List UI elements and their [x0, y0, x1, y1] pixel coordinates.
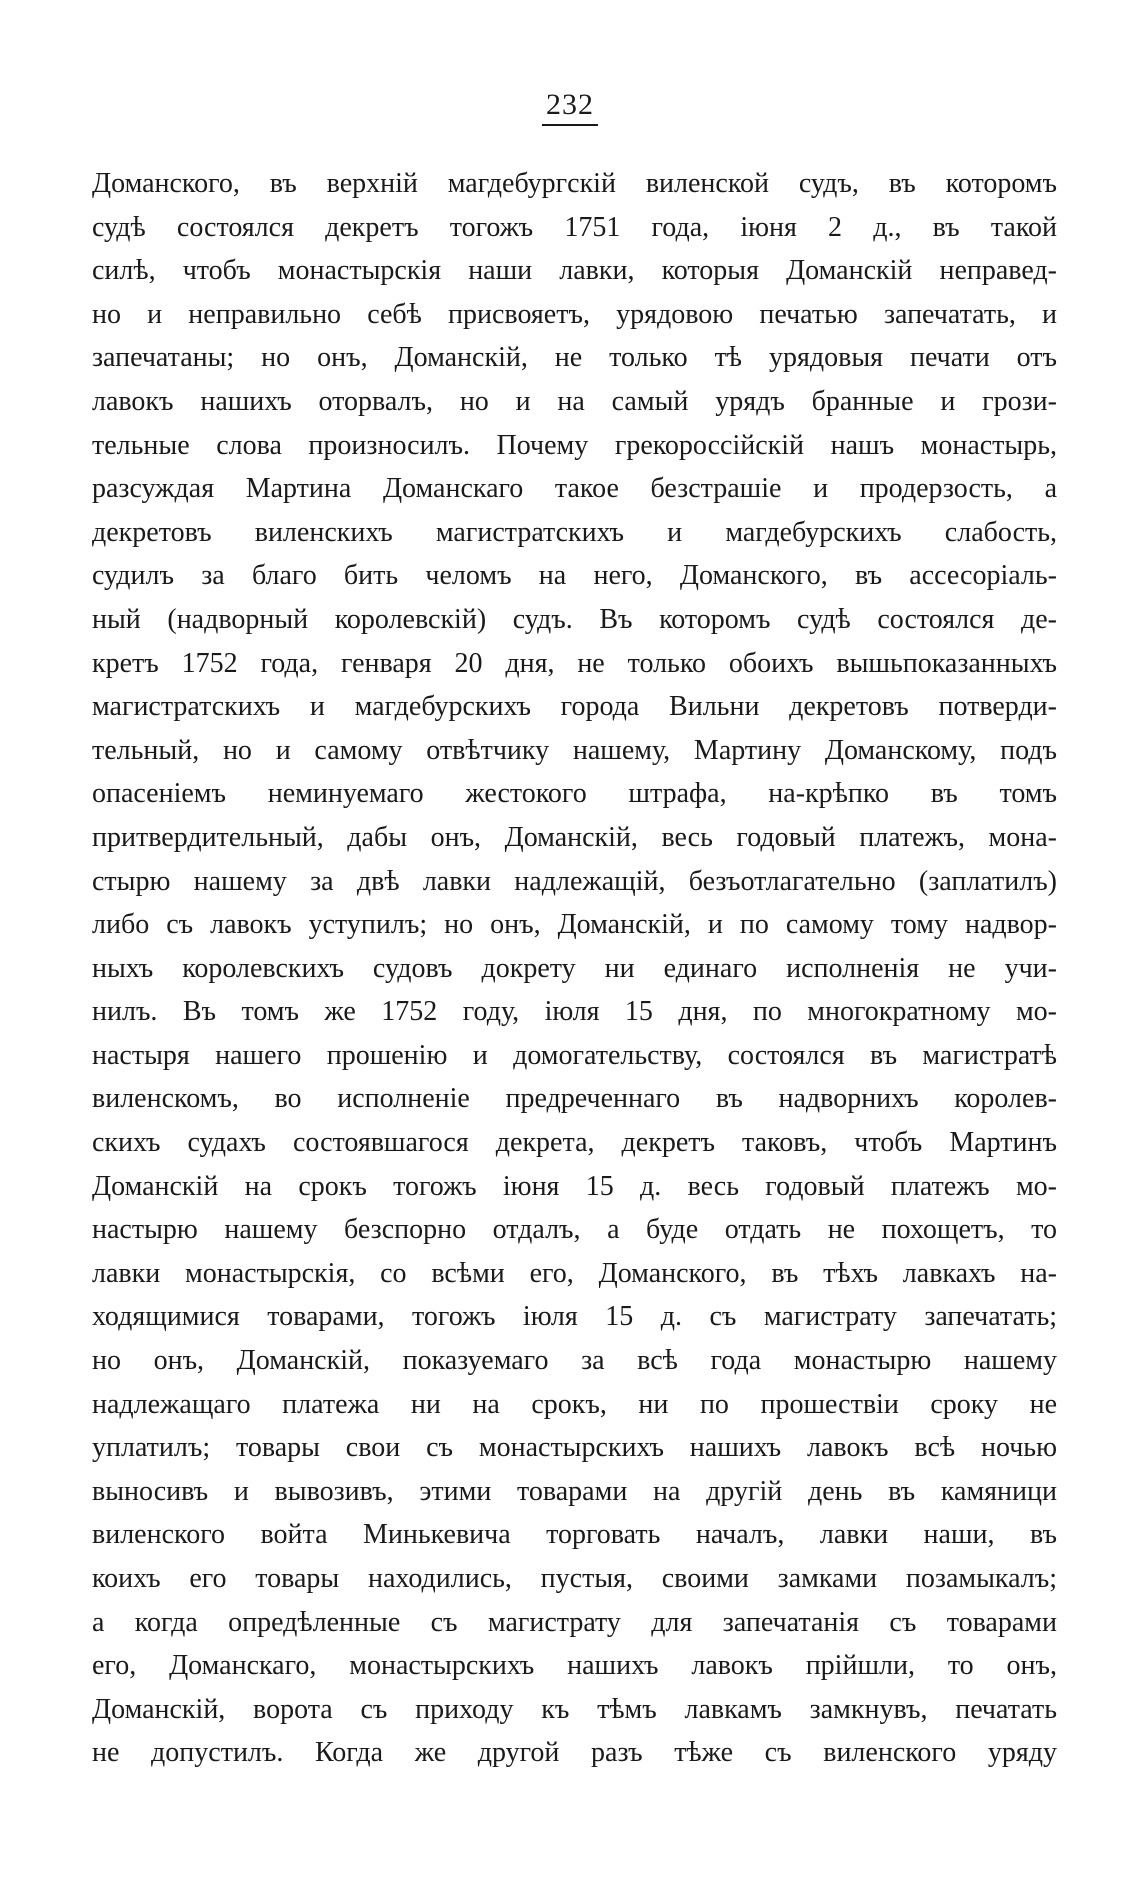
text-line: запечатаны; но онъ, Доманскій, не только тѣ урядовыя печати отъ: [92, 342, 1057, 374]
text-line: Доманскій на срокъ тогожъ іюня 15 д. весь годовый платежъ мо-: [92, 1170, 1057, 1202]
text-line: тельные слова произносилъ. Почему грекороссійскій нашъ монастырь,: [92, 429, 1057, 461]
text-line: разсуждая Мартина Доманскаго такое безстрашіе и продерзость, а: [92, 473, 1057, 505]
text-line: уплатилъ; товары свои съ монастырскихъ нашихъ лавокъ всѣ ночью: [92, 1432, 1057, 1464]
text-line: тельный, но и самому отвѣтчику нашему, Мартину Доманскому, подъ: [92, 734, 1057, 766]
text-line: либо съ лавокъ уступилъ; но онъ, Доманскій, и по самому тому надвор-: [92, 909, 1057, 941]
text-line: силѣ, чтобъ монастырскія наши лавки, которыя Доманскій неправед-: [92, 255, 1057, 287]
text-line: не допустилъ. Когда же другой разъ тѣже съ виленского уряду: [92, 1737, 1057, 1769]
text-line: судилъ за благо бить челомъ на него, Доманского, въ ассесоріаль-: [92, 560, 1057, 592]
text-line: ный (надворный королевскій) судъ. Въ которомъ судѣ состоялся де-: [92, 603, 1057, 635]
text-line: настырю нашему безспорно отдалъ, а буде отдать не похощетъ, то: [92, 1214, 1057, 1246]
text-line: судѣ состоялся декретъ тогожъ 1751 года, іюня 2 д., въ такой: [92, 211, 1057, 243]
text-line: коихъ его товары находились, пустыя, своими замками позамыкалъ;: [92, 1563, 1057, 1594]
text-line: опасеніемъ неминуемаго жестокого штрафа, на-крѣпко въ томъ: [92, 778, 1057, 810]
text-line: виленского войта Минькевича торговать началъ, лавки наши, въ: [92, 1519, 1057, 1551]
text-line: декретовъ виленскихъ магистратскихъ и магдебурскихъ слабость,: [92, 516, 1057, 548]
text-line: магистратскихъ и магдебурскихъ города Вильни декретовъ потверди-: [92, 691, 1057, 723]
text-line: притвердительный, дабы онъ, Доманскій, весь годовый платежъ, мона-: [92, 821, 1057, 853]
text-line: ходящимися товарами, тогожъ іюля 15 д. съ магистрату запечатать;: [92, 1301, 1057, 1333]
page-number: [0, 88, 1140, 126]
text-line: лавокъ нашихъ оторвалъ, но и на самый урядъ бранные и грози-: [92, 385, 1057, 417]
text-line: нилъ. Въ томъ же 1752 году, іюля 15 дня, по многократному мо-: [92, 996, 1057, 1028]
text-line: Доманского, въ верхній магдебургскій виленской судъ, въ которомъ: [92, 168, 1057, 199]
text-line: надлежащаго платежа ни на срокъ, ни по прошествіи сроку не: [92, 1388, 1057, 1420]
text-line: скихъ судахъ состоявшагося декрета, декретъ таковъ, чтобъ Мартинъ: [92, 1127, 1057, 1159]
text-line: а когда опредѣленные съ магистрату для запечатанія съ товарами: [92, 1606, 1057, 1638]
text-line: виленскомъ, во исполненіе предреченнаго въ надворнихъ королев-: [92, 1083, 1057, 1115]
text-line: но и неправильно себѣ присвояетъ, урядовою печатью запечатать, и: [92, 298, 1057, 330]
text-line: его, Доманскаго, монастырскихъ нашихъ лавокъ прійшли, то онъ,: [92, 1650, 1057, 1682]
text-line: выносивъ и вывозивъ, этими товарами на другій день въ камяници: [92, 1475, 1057, 1507]
text-line: ныхъ королевскихъ судовъ докрету ни единаго исполненія не учи-: [92, 952, 1057, 984]
page-body-text: [92, 162, 1057, 1775]
text-line: лавки монастырскія, со всѣми его, Доманского, въ тѣхъ лавкахъ на-: [92, 1257, 1057, 1289]
text-line: но онъ, Доманскій, показуемаго за всѣ года монастырю нашему: [92, 1345, 1057, 1377]
text-line: настыря нашего прошенію и домогательству, состоялся въ магистратѣ: [92, 1039, 1057, 1071]
text-line: стырю нашему за двѣ лавки надлежащій, безъотлагательно (заплатилъ): [92, 865, 1057, 897]
page-number-text: 232: [542, 88, 598, 126]
text-line: Доманскій, ворота съ приходу къ тѣмъ лавкамъ замкнувъ, печатать: [92, 1693, 1057, 1725]
text-line: кретъ 1752 года, генваря 20 дня, не только обоихъ вышьпоказанныхъ: [92, 647, 1057, 679]
